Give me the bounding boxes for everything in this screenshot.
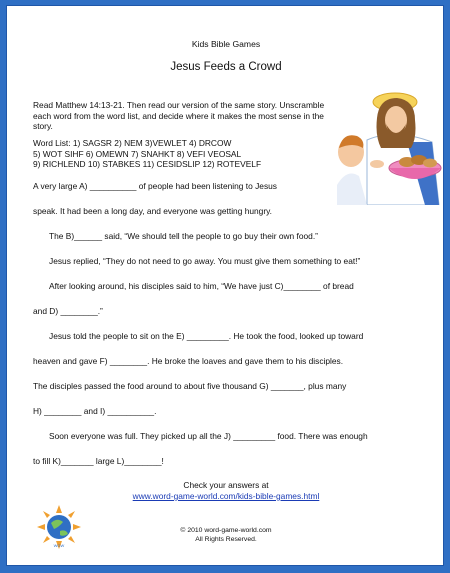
instructions: Read Matthew 14:13-21. Then read our version of the same story. Unscramble each word from the word list, and decide where it makes the most sense in the story. xyxy=(33,100,325,131)
story-line: After looking around, his disciples said to him, “We have just C)________ of bread xyxy=(49,281,354,291)
answers-link[interactable]: www.word-game-world.com/kids-bible-games.html xyxy=(132,491,320,501)
jesus-feeding-child-illustration xyxy=(337,90,442,205)
worksheet-page xyxy=(6,5,444,566)
story-line: to fill K)_______ large L)________! xyxy=(33,456,164,466)
story-line: speak. It had been a long day, and everyone was getting hungry. xyxy=(33,206,273,216)
story-line: Jesus replied, “They do not need to go away. You must give them something to eat!” xyxy=(49,256,361,266)
word-list-line: Word List: 1) SAGSR 2) NEM 3)VEWLET 4) DRCOW xyxy=(33,138,232,148)
site-header: Kids Bible Games xyxy=(191,39,261,49)
word-list-line: 9) RICHLEND 10) STABKES 11) CESIDSLIP 12) ROTEVELF xyxy=(33,159,262,169)
story-line: H) ________ and I) __________. xyxy=(33,406,157,416)
story-line: Jesus told the people to sit on the E) _________. He took the food, looked up toward xyxy=(49,331,364,341)
story-line: heaven and gave F) ________. He broke the loaves and gave them to his disciples. xyxy=(33,356,344,366)
rights-text: All Rights Reserved. xyxy=(195,536,257,543)
story-line: The disciples passed the food around to about five thousand G) _______, plus many xyxy=(33,381,347,391)
word-list xyxy=(33,138,353,170)
word-list-line: 5) WOT SIHF 6) OMEWN 7) SNAHKT 8) VEFI VEOSAL xyxy=(33,148,242,159)
story-line: The B)______ said, “We should tell the people to go buy their own food.” xyxy=(49,231,318,241)
copyright-text: © 2010 word-game-world.com xyxy=(180,527,272,534)
page-title: Jesus Feeds a Crowd xyxy=(170,61,282,73)
story-line: A very large A) __________ of people had been listening to Jesus xyxy=(33,181,277,191)
svg-text:WGW: WGW xyxy=(53,543,65,548)
story-line: and D) ________.” xyxy=(33,306,103,316)
story-line: Soon everyone was full. They picked up all the J) _________ food. There was enough xyxy=(49,431,368,441)
check-answers-text: Check your answers at xyxy=(183,480,269,490)
